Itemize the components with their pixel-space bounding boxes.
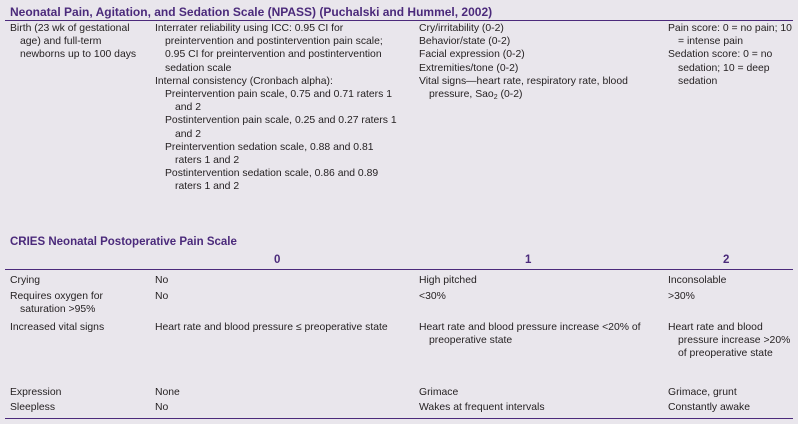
cries-header-2: 2 (723, 254, 730, 266)
table-bottom-rule (5, 418, 793, 419)
cries-cell: Grimace (419, 387, 459, 398)
cries-row-label: Increased vital signs (10, 322, 105, 333)
cries-cell: No (155, 291, 169, 302)
npass-indicators (419, 22, 644, 101)
npass-consistency-intro: Internal consistency (Cronbach alpha): (155, 75, 333, 87)
cries-row-label: Crying (10, 275, 41, 286)
npass-vital-signs-tail: (0-2) (497, 89, 523, 101)
npass-pain-score: Pain score: 0 = no pain; 10 = intense pain (668, 23, 792, 48)
npass-vital-signs-sub: 2 (493, 94, 498, 102)
cries-title: CRIES Neonatal Postoperative Pain Scale (10, 236, 237, 248)
cries-cell: Grimace, grunt (668, 387, 737, 398)
npass-title: Neonatal Pain, Agitation, and Sedation Scale (NPASS) (Puchalski and Hummel, 2002) (10, 5, 493, 19)
cries-row-label: Expression (10, 387, 62, 398)
npass-consistency-item: Preintervention pain scale, 0.75 and 0.71 raters 1 and 2 (165, 89, 393, 114)
cries-cell: None (155, 387, 180, 398)
npass-sedation-score: Sedation score: 0 = no sedation; 10 = deep sedation (668, 49, 773, 87)
cries-cell: No (155, 402, 169, 413)
cries-header-0: 0 (274, 254, 281, 266)
cries-cell: Heart rate and blood pressure ≤ preoperative state (155, 322, 388, 333)
cries-cell: <30% (419, 291, 446, 302)
npass-indicator: Cry/irritability (0-2) (419, 23, 504, 34)
cries-cell: Heart rate and blood pressure increase >20% of preoperative state (668, 322, 791, 360)
npass-reliability: Interrater reliability using ICC: 0.95 CI for preintervention and postintervention pain scale; 0.95 CI for preintervention and postintervention sedation scale (155, 23, 383, 74)
cries-cell: Inconsolable (668, 275, 727, 286)
cries-row-label: Requires oxygen for saturation >95% (10, 291, 103, 316)
cries-cell: Constantly awake (668, 402, 751, 413)
npass-population: Birth (23 wk of gestational age) and full-term newborns up to 100 days (10, 23, 137, 61)
npass-consistency-item: Preintervention sedation scale, 0.88 and 0.81 raters 1 and 2 (165, 141, 374, 167)
npass-indicator: Facial expression (0-2) (419, 49, 525, 61)
npass-psychometrics (155, 22, 400, 194)
npass-vital-signs (419, 75, 644, 101)
npass-vital-signs-text: Vital signs—heart rate, respiratory rate, blood pressure, Sao (419, 75, 628, 101)
npass-title-rule (5, 20, 793, 21)
cries-header-rule (5, 269, 793, 270)
cries-header-1: 1 (525, 254, 532, 266)
cries-cell: >30% (668, 291, 695, 302)
cries-cell: No (155, 275, 169, 286)
npass-indicator: Extremities/tone (0-2) (419, 62, 519, 74)
npass-indicator: Behavior/state (0-2) (419, 36, 511, 48)
cries-cell: High pitched (419, 275, 477, 286)
npass-consistency-item: Postintervention sedation scale, 0.86 and 0.89 raters 1 and 2 (165, 168, 379, 193)
npass-consistency-item: Postintervention pain scale, 0.25 and 0.27 raters 1 and 2 (165, 115, 397, 140)
npass-scoring (668, 22, 792, 88)
cries-row-label: Sleepless (10, 402, 56, 413)
cries-cell: Wakes at frequent intervals (419, 402, 545, 413)
cries-cell: Heart rate and blood pressure increase <20% of preoperative state (419, 322, 641, 347)
